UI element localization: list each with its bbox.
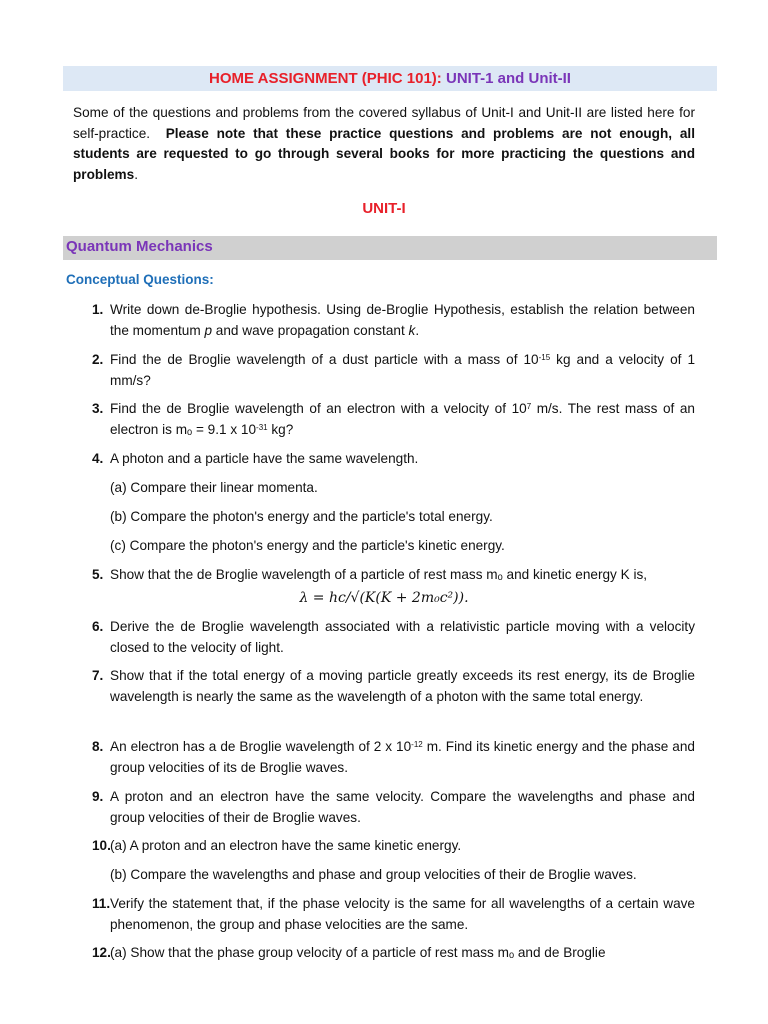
question-1 (92, 300, 695, 341)
section-bar (63, 236, 717, 260)
question-11 (92, 894, 695, 935)
question-7 (92, 666, 695, 707)
intro-note: Please note that these practice questions and problems are not enough, all students are requested to go through several books for more practicing the questions and problems (73, 125, 695, 182)
question-4 (92, 449, 695, 470)
question-3 (92, 399, 695, 440)
section-title: Quantum Mechanics (66, 238, 213, 255)
question-6 (92, 617, 695, 658)
assignment-units: UNIT-1 and Unit-II (445, 70, 571, 87)
formula-de-broglie: λ = hc/√(K(K + 2m₀c²)). (299, 590, 469, 606)
intro-end: . (134, 166, 138, 182)
question-4-part-b: (b) Compare the photon's energy and the particle's total energy. (110, 509, 493, 524)
assignment-title: HOME ASSIGNMENT (PHIC 101): (209, 70, 442, 87)
question-text: An electron has a de Broglie wavelength of 2 x $10^{-12}$ m. Find its kinetic energy and the phase and group velocities of its de Broglie waves. (110, 739, 695, 775)
question-number: 1. (92, 302, 104, 317)
question-text: A photon and a particle have the same wavelength. (110, 451, 419, 466)
question-text: Show that the de Broglie wavelength of a particle of rest mass mₒ and kinetic energy K is, (110, 567, 648, 582)
assignment-title-bar (63, 66, 717, 91)
question-number: 3. (92, 401, 104, 416)
question-text: (a) A proton and an electron have the same kinetic energy. (110, 838, 462, 853)
question-number: 10. (92, 838, 111, 853)
question-10-part-b: (b) Compare the wavelengths and phase and group velocities of their de Broglie waves. (110, 867, 637, 882)
question-text: Find the de Broglie wavelength of an electron with a velocity of $10^7$ m/s. The rest mass of an electron is mₒ = 9.1 x $10^{-31}$ kg? (110, 401, 695, 437)
question-4-part-a: (a) Compare their linear momenta. (110, 480, 318, 495)
unit-heading: UNIT-I (362, 200, 406, 217)
question-8 (92, 737, 695, 778)
question-number: 5. (92, 567, 104, 582)
question-number: 7. (92, 668, 104, 683)
subsection-title: Conceptual Questions: (66, 272, 214, 287)
question-number: 2. (92, 352, 104, 367)
question-10 (92, 836, 695, 857)
question-text: Derive the de Broglie wavelength associated with a relativistic particle moving with a velocity closed to the velocity of light. (110, 619, 695, 655)
question-number: 6. (92, 619, 104, 634)
question-text: (a) Show that the phase group velocity of a particle of rest mass mₒ and de Broglie (110, 945, 606, 960)
question-number: 12. (92, 945, 111, 960)
intro-paragraph (73, 103, 695, 185)
question-text: Verify the statement that, if the phase velocity is the same for all wavelengths of a certain wave phenomenon, the group and phase velocities are the same. (110, 896, 695, 932)
question-number: 4. (92, 451, 104, 466)
intro-text: Some of the questions and problems from the covered syllabus of Unit-I and Unit-II are listed here for self-practice. (73, 105, 695, 141)
question-4-part-c: (c) Compare the photon's energy and the particle's kinetic energy. (110, 538, 505, 553)
question-number: 9. (92, 789, 104, 804)
question-text: Find the de Broglie wavelength of a dust particle with a mass of $10^{-15}$ kg and a velocity of 1 mm/s? (110, 352, 696, 388)
question-number: 8. (92, 739, 104, 754)
question-5 (92, 565, 695, 586)
question-2 (92, 350, 695, 391)
question-text: Show that if the total energy of a moving particle greatly exceeds its rest energy, its de Broglie wavelength is nearly the same as the wavelength of a photon with the same total energy. (110, 668, 695, 704)
question-text: A proton and an electron have the same velocity. Compare the wavelengths and phase and group velocities of their de Broglie waves. (110, 789, 695, 825)
question-9 (92, 787, 695, 828)
question-12 (92, 943, 695, 964)
question-number: 11. (92, 896, 111, 911)
question-text: Write down de-Broglie hypothesis. Using de-Broglie Hypothesis, establish the relation between the momentum p and wave propagation constant k. (110, 302, 695, 338)
